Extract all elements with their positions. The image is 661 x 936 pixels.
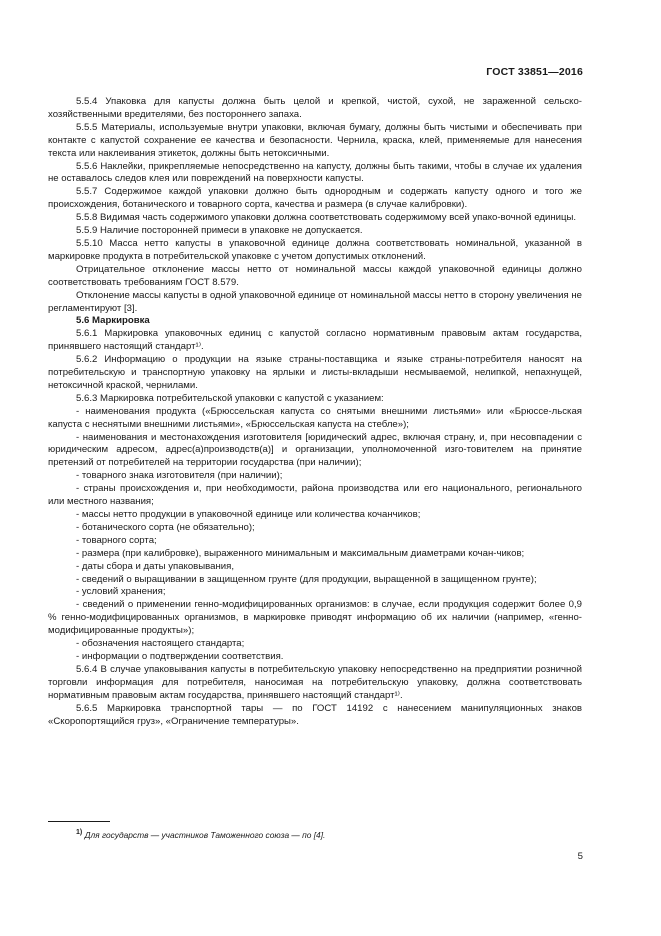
list-item: - ботанического сорта (не обязательно);	[76, 521, 255, 533]
list-item: - наименования и местонахождения изготовителя [юридический адрес, включая страну, и, при несовпадении с юридическим адресом, адрес(а)производств(а)] и организации, уполномоченной изго-товителем на принятие претензий от потребителей на территории государства (при наличии);	[48, 431, 582, 469]
footnote	[76, 829, 325, 840]
list-item: - массы нетто продукции в упаковочной единице или количества кочанчиков;	[76, 509, 421, 520]
list-item: - даты сбора и даты упаковывания,	[76, 560, 235, 572]
para-5-5-7: 5.5.7 Содержимое каждой упаковки должно быть однородным и содержать капусту одного и того же происхождения, ботанического и товарного сорта, качества и размера (в случае калибровки).	[48, 186, 582, 211]
standard-header: ГОСТ 33851—2016	[486, 66, 583, 78]
list-item: - страны происхождения и, при необходимости, района производства или его национального, регионального или местного названия;	[48, 483, 582, 508]
document-body	[48, 96, 582, 728]
para-5-5-4: 5.5.4 Упаковка для капусты должна быть целой и крепкой, чистой, сухой, не зараженной сельско-хозяйственными вредителями, без постороннего запаха.	[48, 96, 582, 120]
para-5-6-1: 5.6.1 Маркировка упаковочных единиц с капустой согласно нормативным правовым актам государства, принявшего настоящий стандарт¹⁾.	[48, 328, 582, 353]
list-item: - товарного сорта;	[76, 534, 157, 546]
para-5-6-5: 5.6.5 Маркировка транспортной тары — по ГОСТ 14192 с нанесением манипуляционных знаков «Скоропортящийся груз», «Ограничение температуры».	[48, 702, 582, 727]
list-item: - сведений о применении генно-модифицированных организмов: в случае, если продукция содержит более 0,9 % генно-модифицированных организмов, в маркировке приводят информацию об их наличии (например, «генно-модифицированные продукты»);	[48, 599, 582, 637]
para-5-6-4: 5.6.4 В случае упаковывания капусты в потребительскую упаковку непосредственно на предприятии розничной торговли информация для потребителя, наносимая на потребительскую упаковку, должна соответствовать нормативным правовым актам государства, принявшего настоящий стандарт¹⁾.	[48, 663, 582, 701]
para-negative-deviation: Отрицательное отклонение массы нетто от номинальной массы каждой упаковочной единицы должно соответствовать требованиям ГОСТ 8.579.	[48, 263, 582, 288]
list-item: - обозначения настоящего стандарта;	[76, 638, 245, 650]
list-item: - наименования продукта («Брюссельская капуста со снятыми внешними листьями» или «Брюссе-льская капуста с неснятыми внешними листьями», «Брюссельская капуста на стебле»);	[48, 405, 582, 430]
para-5-5-6: 5.5.6 Наклейки, прикрепляемые непосредственно на капусту, должны быть такими, чтобы в случае их удаления не оставалось следов клея или повреждений на поверхности капусты.	[48, 160, 582, 185]
footnote-divider	[48, 821, 110, 822]
footnote-text: Для государств — участников Таможенного союза — по [4].	[84, 829, 326, 840]
page-number: 5	[577, 851, 583, 862]
para-5-6-3: 5.6.3 Маркировка потребительской упаковки с капустой с указанием:	[76, 392, 384, 404]
para-5-5-5: 5.5.5 Материалы, используемые внутри упаковки, включая бумагу, должны быть чистыми и обеспечивать при контакте с капустой сохранение ее качества и безопасности. Чернила, краска, клей, применяемые для нанесения текста или наклеивания этикеток, должны быть нетоксичными.	[48, 121, 582, 159]
list-item: - условий хранения;	[76, 586, 166, 598]
list-item: - размера (при калибровке), выраженного минимальным и максимальным диаметрами кочан-чиков;	[76, 547, 525, 559]
list-item: - товарного знака изготовителя (при наличии);	[76, 470, 283, 482]
para-5-5-8: 5.5.8 Видимая часть содержимого упаковки должна соответствовать содержимому всей упако-вочной единицы.	[76, 212, 577, 224]
section-heading-5-6: 5.6 Маркировка	[76, 315, 150, 327]
para-deviation-increase: Отклонение массы капусты в одной упаковочной единице от номинальной массы нетто в сторону увеличения не регламентируют [3].	[48, 289, 582, 314]
footnote-marker: 1)	[76, 829, 83, 836]
para-5-5-10: 5.5.10 Масса нетто капусты в упаковочной единице должна соответствовать номинальной, указанной в маркировке продукта в потребительской упаковке с учетом допустимых отклонений.	[48, 237, 582, 262]
list-item: - сведений о выращивании в защищенном грунте (для продукции, выращенной в защищенном грунте);	[76, 573, 537, 585]
list-item: - информации о подтверждении соответствия.	[76, 650, 284, 662]
para-5-5-9: 5.5.9 Наличие посторонней примеси в упаковке не допускается.	[76, 225, 363, 237]
para-5-6-2: 5.6.2 Информацию о продукции на языке страны-поставщика и языке страны-потребителя наносят на потребительскую и транспортную упаковку на ярлыки и листы-вкладыши несмываемой, нелипкой, непахнущей, нетоксичной краской, чернилами.	[48, 354, 582, 391]
